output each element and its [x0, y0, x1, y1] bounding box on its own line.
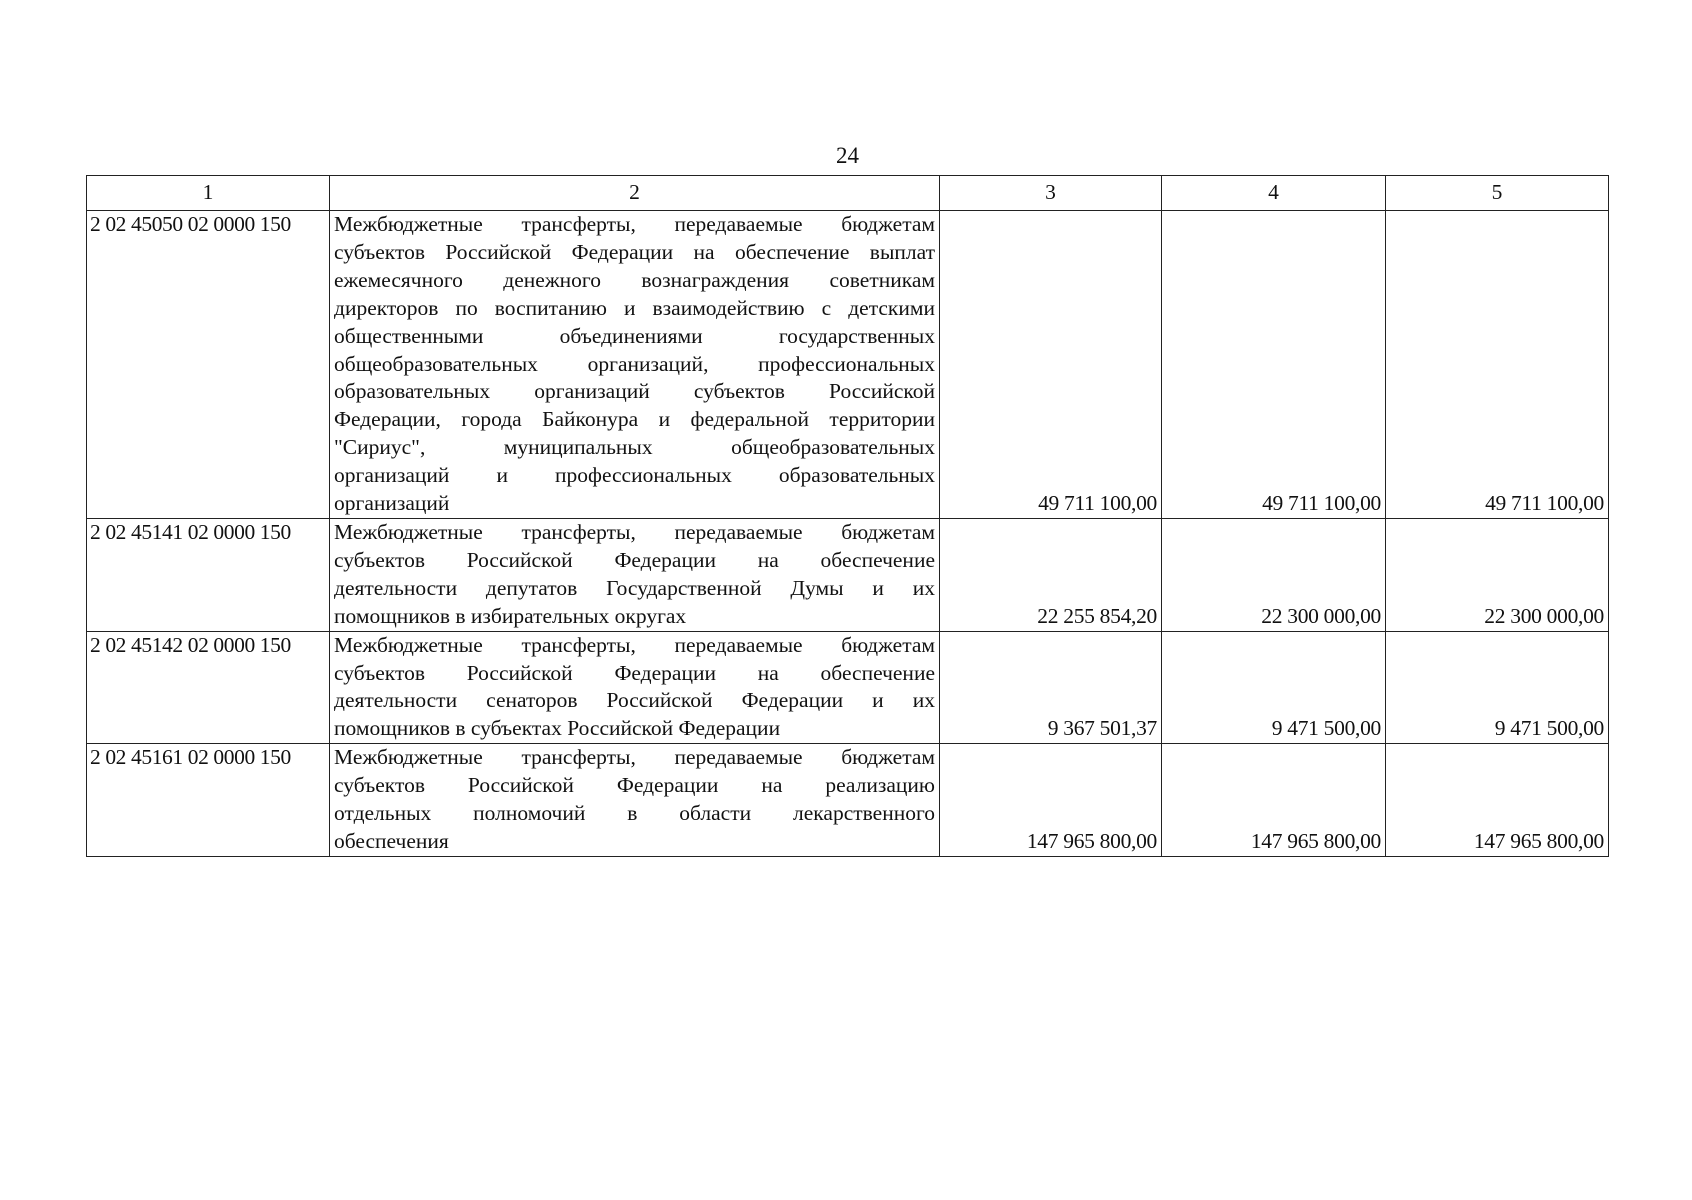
- description-line: "Сириус", муниципальных общеобразовательных: [334, 435, 935, 460]
- budget-table: [86, 175, 1609, 857]
- header-col-4: 4: [1162, 176, 1386, 211]
- amount-col-5: 147 965 800,00: [1386, 744, 1609, 857]
- description-line: Межбюджетные трансферты, передаваемые бюджетам: [334, 519, 935, 544]
- table-row: [87, 631, 1609, 744]
- header-col-3: 3: [940, 176, 1162, 211]
- header-col-5: 5: [1386, 176, 1609, 211]
- description-line: Межбюджетные трансферты, передаваемые бюджетам: [334, 632, 935, 657]
- description: [330, 744, 940, 857]
- amount-col-5: 9 471 500,00: [1386, 631, 1609, 744]
- description-line: обеспечения: [334, 828, 449, 853]
- description-line: образовательных организаций субъектов Российской: [334, 379, 935, 404]
- amount-col-3: 22 255 854,20: [940, 518, 1162, 631]
- table-row: [87, 518, 1609, 631]
- description: [330, 518, 940, 631]
- budget-code: 2 02 45141 02 0000 150: [87, 518, 330, 631]
- description-line: организаций и профессиональных образовательных: [334, 463, 935, 488]
- description-line: Межбюджетные трансферты, передаваемые бюджетам: [334, 745, 935, 770]
- budget-code: 2 02 45050 02 0000 150: [87, 211, 330, 519]
- table-row: [87, 211, 1609, 519]
- amount-col-5: 22 300 000,00: [1386, 518, 1609, 631]
- amount-col-3: 9 367 501,37: [940, 631, 1162, 744]
- description-line: Межбюджетные трансферты, передаваемые бюджетам: [334, 212, 935, 236]
- description-line: общеобразовательных организаций, профессиональных: [334, 351, 935, 376]
- budget-code: 2 02 45142 02 0000 150: [87, 631, 330, 744]
- description-line: отдельных полномочий в области лекарственного: [334, 801, 935, 826]
- description-line: деятельности депутатов Государственной Думы и их: [334, 575, 935, 600]
- amount-col-4: 9 471 500,00: [1162, 631, 1386, 744]
- description-line: общественными объединениями государственных: [334, 323, 935, 348]
- description-line: помощников в избирательных округах: [334, 603, 687, 628]
- description-line: субъектов Российской Федерации на обеспечение: [334, 660, 935, 685]
- amount-col-3: 147 965 800,00: [940, 744, 1162, 857]
- description: [330, 631, 940, 744]
- description-line: деятельности сенаторов Российской Федерации и их: [334, 688, 935, 713]
- description-line: ежемесячного денежного вознаграждения советникам: [334, 267, 935, 292]
- header-col-1: 1: [87, 176, 330, 211]
- amount-col-4: 147 965 800,00: [1162, 744, 1386, 857]
- amount-col-4: 22 300 000,00: [1162, 518, 1386, 631]
- page-number: 24: [836, 143, 859, 168]
- description-line: субъектов Российской Федерации на обеспечение выплат: [334, 239, 935, 264]
- budget-code: 2 02 45161 02 0000 150: [87, 744, 330, 857]
- description-line: помощников в субъектах Российской Федерации: [334, 716, 781, 741]
- header-col-2: 2: [330, 176, 940, 211]
- amount-col-4: 49 711 100,00: [1162, 211, 1386, 519]
- description-line: организаций: [334, 491, 450, 516]
- description-line: директоров по воспитанию и взаимодействию с детскими: [334, 295, 935, 320]
- table-row: [87, 744, 1609, 857]
- description-line: Федерации, города Байконура и федеральной территории: [334, 407, 935, 432]
- description-line: субъектов Российской Федерации на обеспечение: [334, 547, 935, 572]
- description-line: субъектов Российской Федерации на реализацию: [334, 773, 935, 798]
- header-row: [87, 176, 1609, 211]
- amount-col-3: 49 711 100,00: [940, 211, 1162, 519]
- description: [330, 211, 940, 519]
- amount-col-5: 49 711 100,00: [1386, 211, 1609, 519]
